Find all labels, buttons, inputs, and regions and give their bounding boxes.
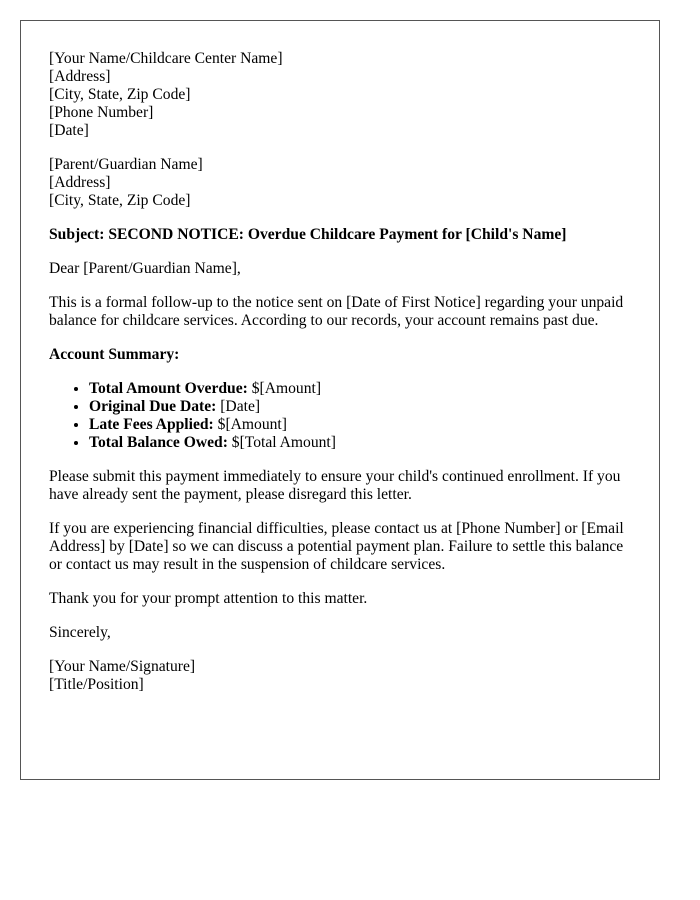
submit-payment-paragraph: Please submit this payment immediately to ensure your child's continued enrollment. If you have already sent the payment, please disregard this letter. bbox=[49, 468, 621, 503]
summary-label: Total Balance Owed: bbox=[89, 434, 228, 451]
subject-line: Subject: SECOND NOTICE: Overdue Childcare Payment for [Child's Name] bbox=[49, 226, 567, 243]
summary-label: Late Fees Applied: bbox=[89, 416, 214, 433]
thanks-paragraph: Thank you for your prompt attention to this matter. bbox=[49, 590, 368, 607]
signature-name: [Your Name/Signature] bbox=[49, 658, 196, 675]
summary-label: Total Amount Overdue: bbox=[89, 380, 248, 397]
intro-paragraph: This is a formal follow-up to the notice sent on [Date of First Notice] regarding your unpaid balance for childcare services. According to our records, your account remains past due. bbox=[49, 294, 624, 329]
sender-block bbox=[49, 50, 631, 140]
sender-phone: [Phone Number] bbox=[49, 104, 154, 121]
sender-city-state-zip: [City, State, Zip Code] bbox=[49, 86, 191, 103]
signature-title: [Title/Position] bbox=[49, 676, 144, 693]
financial-difficulties-paragraph: If you are experiencing financial difficulties, please contact us at [Phone Number] or [Email Address] by [Date] so we can discuss a potential payment plan. Failure to settle this balance or contact us may result in the suspension of childcare services. bbox=[49, 520, 624, 573]
recipient-block bbox=[49, 156, 631, 210]
salutation: Dear [Parent/Guardian Name], bbox=[49, 260, 241, 277]
summary-label: Original Due Date: bbox=[89, 398, 217, 415]
sender-name: [Your Name/Childcare Center Name] bbox=[49, 50, 283, 67]
letter-date: [Date] bbox=[49, 122, 89, 139]
account-summary-heading: Account Summary: bbox=[49, 346, 180, 363]
letter-page bbox=[20, 20, 660, 780]
summary-item-due-date bbox=[89, 398, 631, 416]
recipient-city-state-zip: [City, State, Zip Code] bbox=[49, 192, 191, 209]
summary-value: $[Amount] bbox=[213, 416, 287, 433]
signature-block bbox=[49, 658, 631, 694]
account-summary-list bbox=[49, 380, 631, 452]
summary-value: $[Total Amount] bbox=[227, 434, 336, 451]
summary-value: [Date] bbox=[216, 398, 261, 415]
summary-item-total-overdue bbox=[89, 380, 631, 398]
sender-address: [Address] bbox=[49, 68, 111, 85]
summary-item-total-balance bbox=[89, 434, 631, 452]
valediction: Sincerely, bbox=[49, 624, 111, 641]
recipient-address: [Address] bbox=[49, 174, 111, 191]
summary-item-late-fees bbox=[89, 416, 631, 434]
recipient-name: [Parent/Guardian Name] bbox=[49, 156, 203, 173]
summary-value: $[Amount] bbox=[247, 380, 322, 397]
